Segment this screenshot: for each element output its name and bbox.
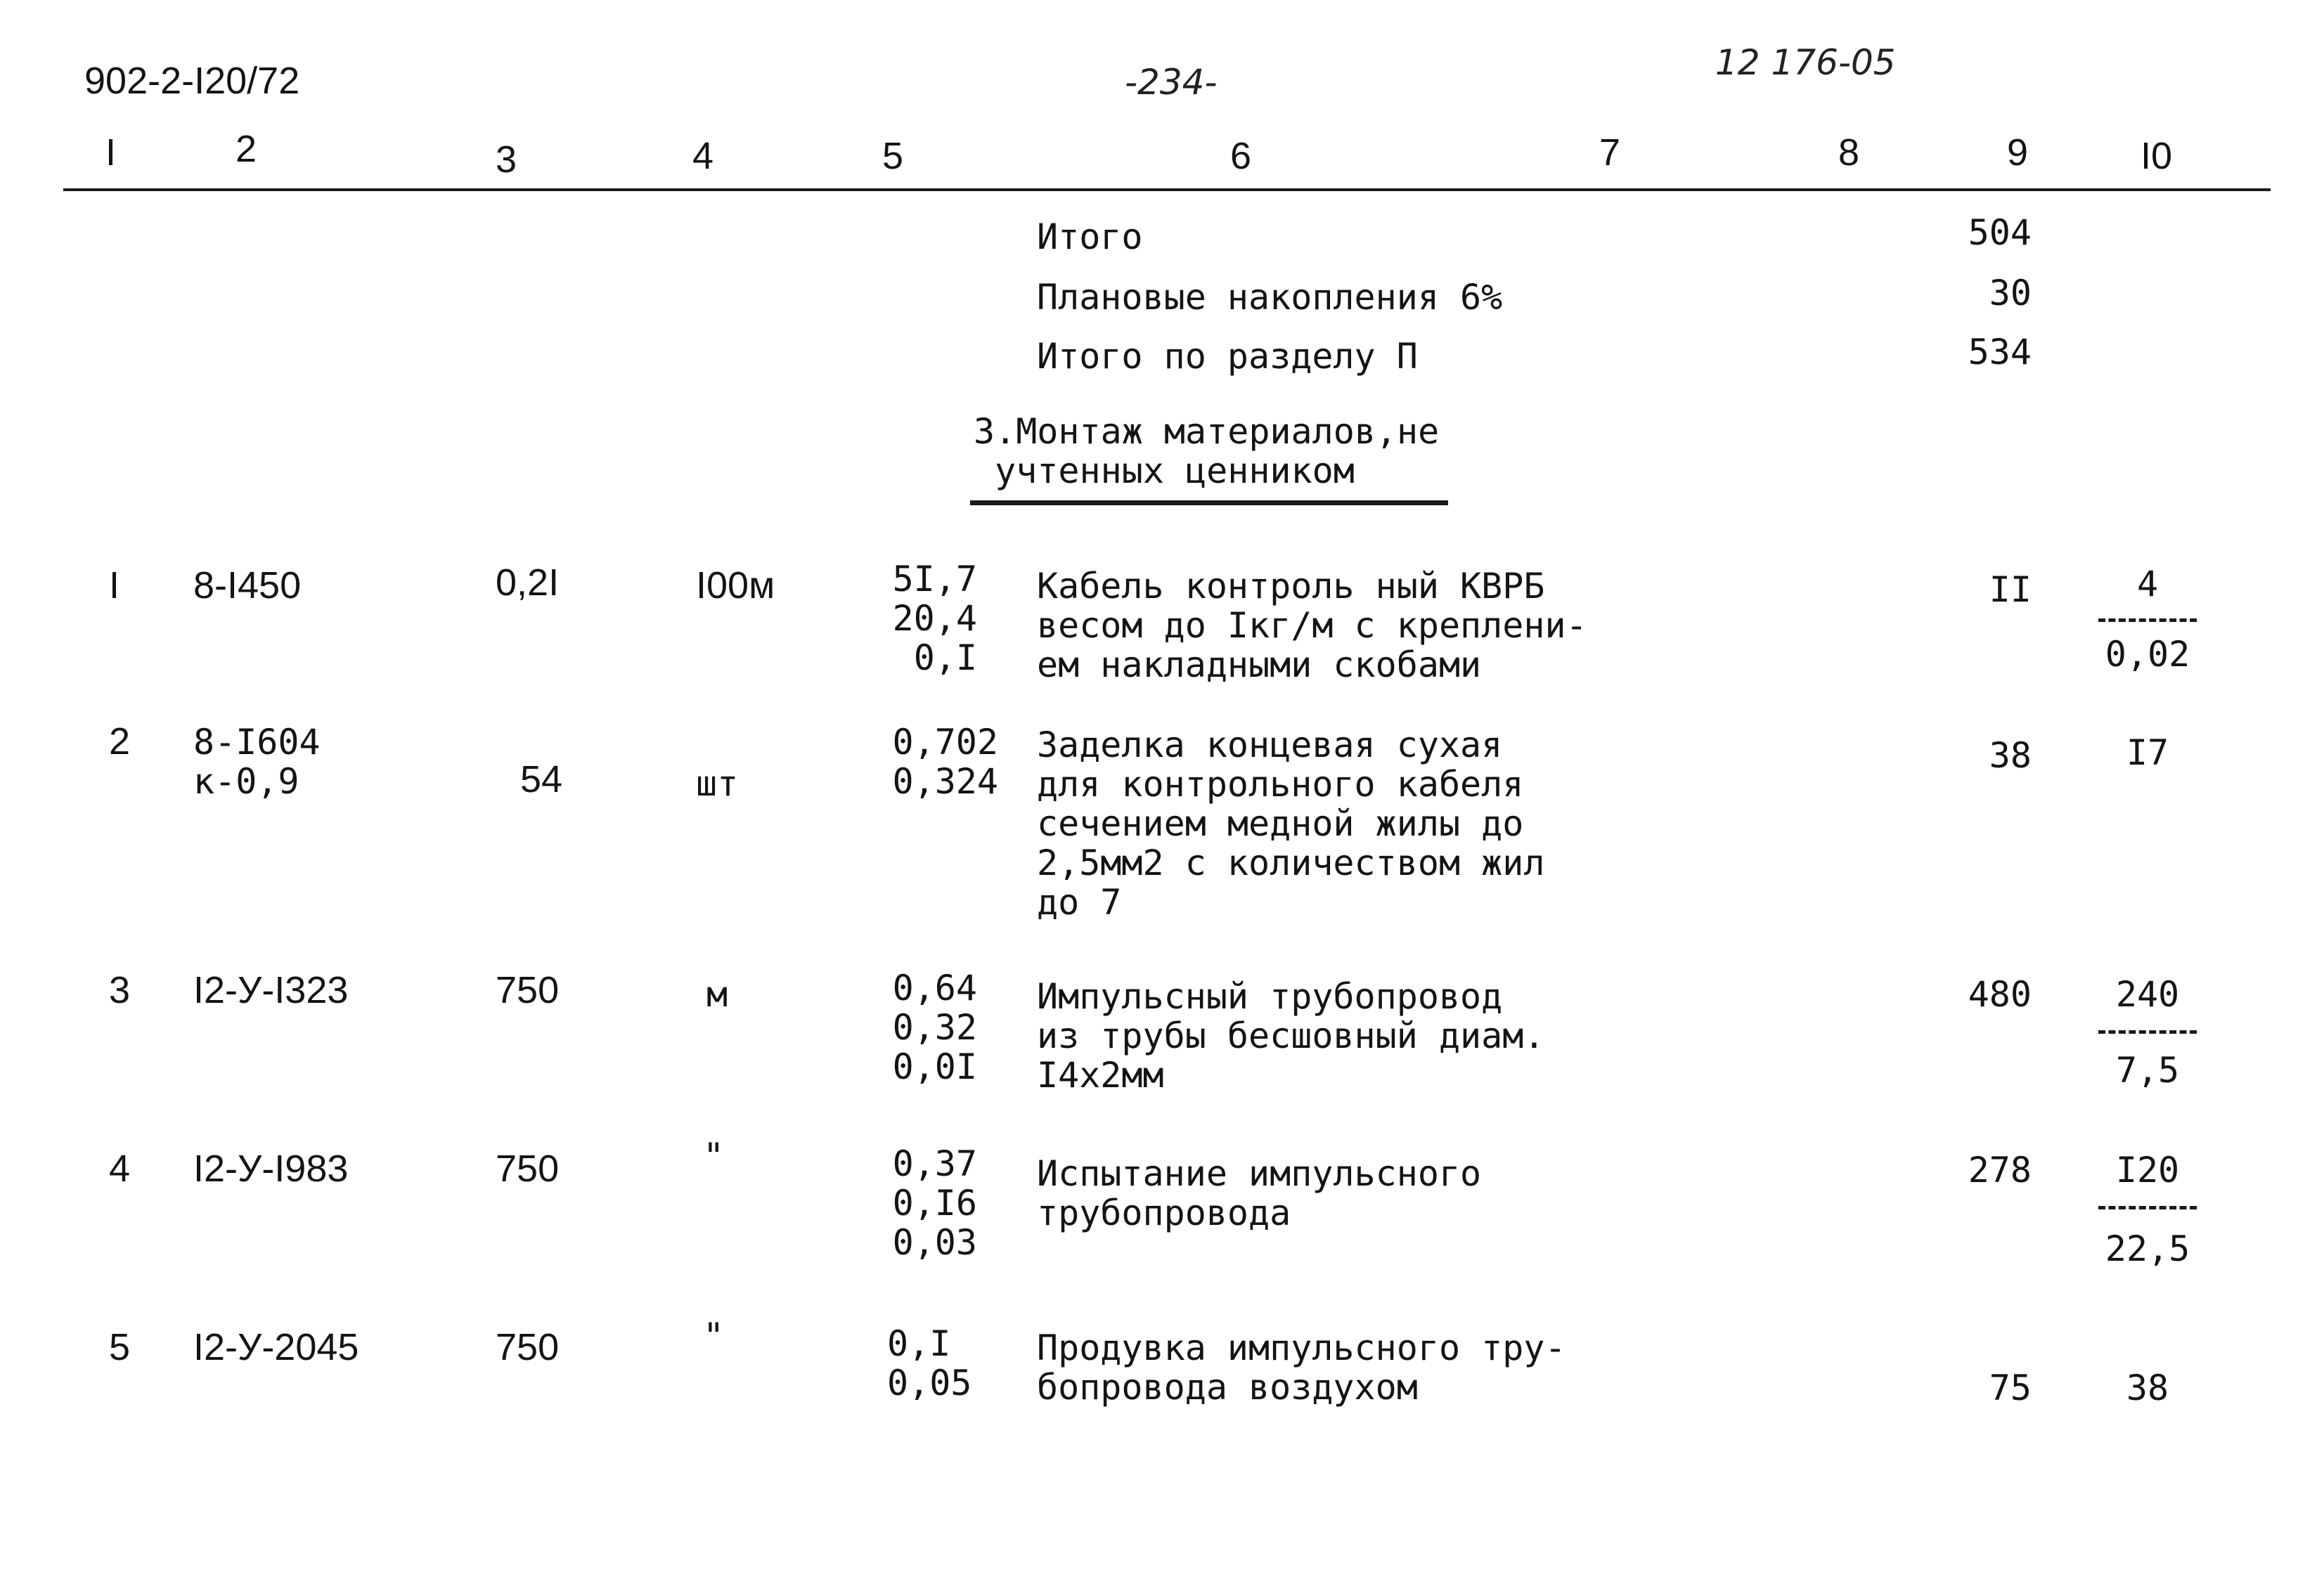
row-norms: 0,37 0,I6 0,03 [892,1143,977,1263]
planned-savings-value: 30 [1989,273,2032,313]
row-norms: 0,I 0,05 [887,1323,972,1403]
row-norms: 5I,7 20,4 0,I [892,559,977,678]
row-code: 8-I604 к-0,9 [193,722,321,802]
row-description: Продувка импульсного тру- бопровода воздухом [1037,1328,1566,1408]
column-8-header: 8 [1838,131,1860,174]
row-column-10-top: 38 [2126,1368,2169,1408]
fraction-line [2098,1206,2197,1209]
section-title-underline [970,500,1448,505]
row-code: I2-У-I983 [193,1148,349,1190]
row-column-9: 75 [1989,1368,2032,1408]
column-7-header: 7 [1599,131,1621,174]
row-norms: 0,702 0,324 [892,722,998,802]
planned-savings-label: Плановые накопления 6% [1037,277,1503,318]
row-norms: 0,64 0,32 0,0I [892,968,977,1087]
column-10-header: I0 [2141,135,2173,177]
row-column-9: 480 [1968,974,2032,1015]
row-number: 3 [109,969,131,1011]
fraction-line [2098,618,2197,622]
row-unit: " [703,1136,725,1176]
row-column-10-bottom: 22,5 [2105,1228,2190,1269]
row-quantity: 750 [496,1148,560,1190]
row-description: Импульсный трубопровод из трубы бесшовный диам. I4х2мм [1037,976,1545,1096]
column-6-header: 6 [1230,135,1252,177]
row-quantity: 0,2I [496,562,560,604]
section-total-label: Итого по разделу П [1037,336,1418,377]
total-value: 504 [1968,212,2032,253]
row-number: 2 [109,720,131,762]
row-column-10-top: 4 [2136,564,2159,604]
row-column-10-top: I7 [2126,732,2169,773]
row-code: I2-У-2045 [193,1326,359,1368]
row-unit: м [706,974,728,1015]
row-column-10-top: I20 [2115,1150,2180,1190]
row-number: 5 [109,1326,131,1368]
row-number: 4 [109,1148,131,1190]
document-number: 902-2-I20/72 [84,60,300,102]
row-quantity: 750 [496,1326,560,1368]
column-9-header: 9 [2007,131,2029,174]
header-divider [63,188,2271,191]
row-column-9: 278 [1968,1150,2032,1190]
column-3-header: 3 [496,138,517,181]
row-description: Кабель контроль ный КВРБ весом до Iкг/м с креплени- ем накладными скобами [1037,566,1587,685]
row-quantity: 750 [496,969,560,1011]
row-column-10-top: 240 [2115,974,2180,1015]
row-number: I [109,564,120,606]
column-5-header: 5 [882,135,904,177]
section-title: 3.Монтаж материалов,не учтенных ценником [974,411,1440,491]
section-total-value: 534 [1968,332,2032,372]
row-column-10-bottom: 7,5 [2115,1050,2180,1091]
row-column-9: 38 [1989,735,2032,776]
row-code: 8-I450 [193,564,302,606]
row-column-10-bottom: 0,02 [2105,634,2190,675]
row-description: Заделка концевая сухая для контрольного кабеля сечением медной жилы до 2,5мм2 с количеством жил до 7 [1037,725,1545,923]
column-1-header: I [105,131,117,174]
document-code: 12 176-05 [1715,42,1896,83]
row-column-9: II [1989,569,2032,610]
page-number: -234- [1125,62,1218,103]
row-description: Испытание импульсного трубопровода [1037,1153,1482,1233]
row-unit: " [703,1316,725,1356]
total-label: Итого [1037,216,1143,257]
row-unit: I00м [696,564,775,606]
row-quantity: 54 [520,758,563,800]
column-4-header: 4 [692,135,714,177]
row-unit: шт [696,763,739,804]
column-2-header: 2 [235,128,257,170]
row-code: I2-У-I323 [193,969,349,1011]
fraction-line [2098,1030,2197,1034]
